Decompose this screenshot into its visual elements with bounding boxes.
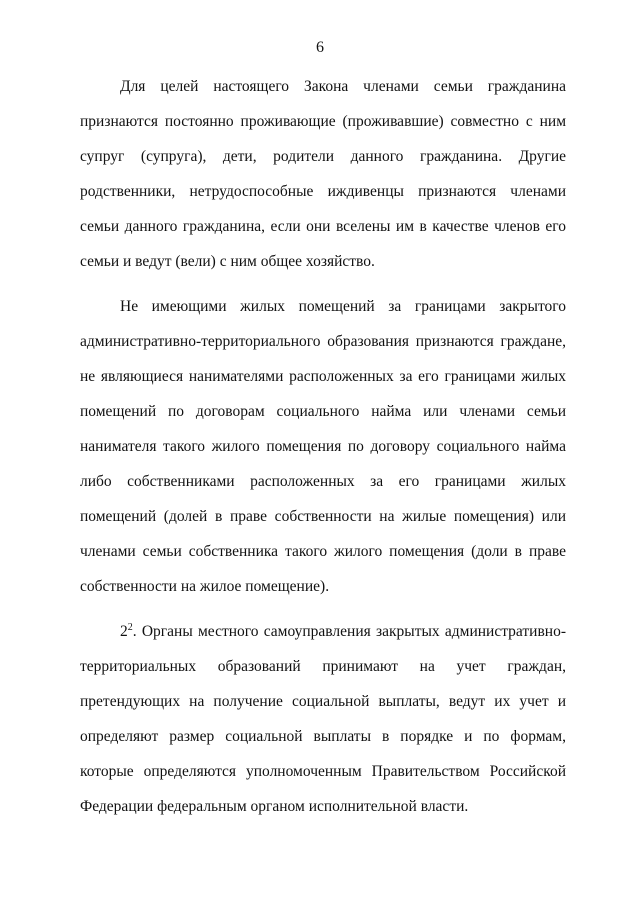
paragraph-section-2-2	[80, 614, 566, 824]
paragraph-family-members: Для целей настоящего Закона членами семьи гражданина признаются постоянно проживающие (проживавшие) совместно с ним супруг (супруга), дети, родители данного гражданина. Другие родственники, нетрудоспособные иждивенцы признаются членами семьи данного гражданина, если они вселены им в качестве членов его семьи и ведут (вели) с ним общее хозяйство.	[80, 78, 566, 270]
paragraph-no-housing: Не имеющими жилых помещений за границами закрытого административно-территориального образования признаются граждане, не являющиеся нанимателями расположенных за его границами жилых помещений по договорам социального найма или членами семьи нанимателя такого жилого помещения по договору социального найма либо собственниками расположенных за его границами жилых помещений (долей в праве собственности на жилые помещения) или членами семьи собственника такого жилого помещения (доли в праве собственности на жилое помещение).	[80, 298, 566, 595]
section-superscript: 2	[127, 621, 133, 633]
section-number: 2	[120, 623, 128, 640]
section-number-suffix: .	[132, 623, 137, 640]
document-body	[80, 69, 566, 824]
section-text: Органы местного самоуправления закрытых административно-территориальных образований принимают на учет граждан, претендующих на получение социальной выплаты, ведут их учет и определяют размер социальной выплаты в порядке и по формам, которые определяются уполномоченным Правительством Российской Федерации федеральным органом исполнительной власти.	[80, 623, 566, 815]
page-number: 6	[316, 39, 324, 56]
